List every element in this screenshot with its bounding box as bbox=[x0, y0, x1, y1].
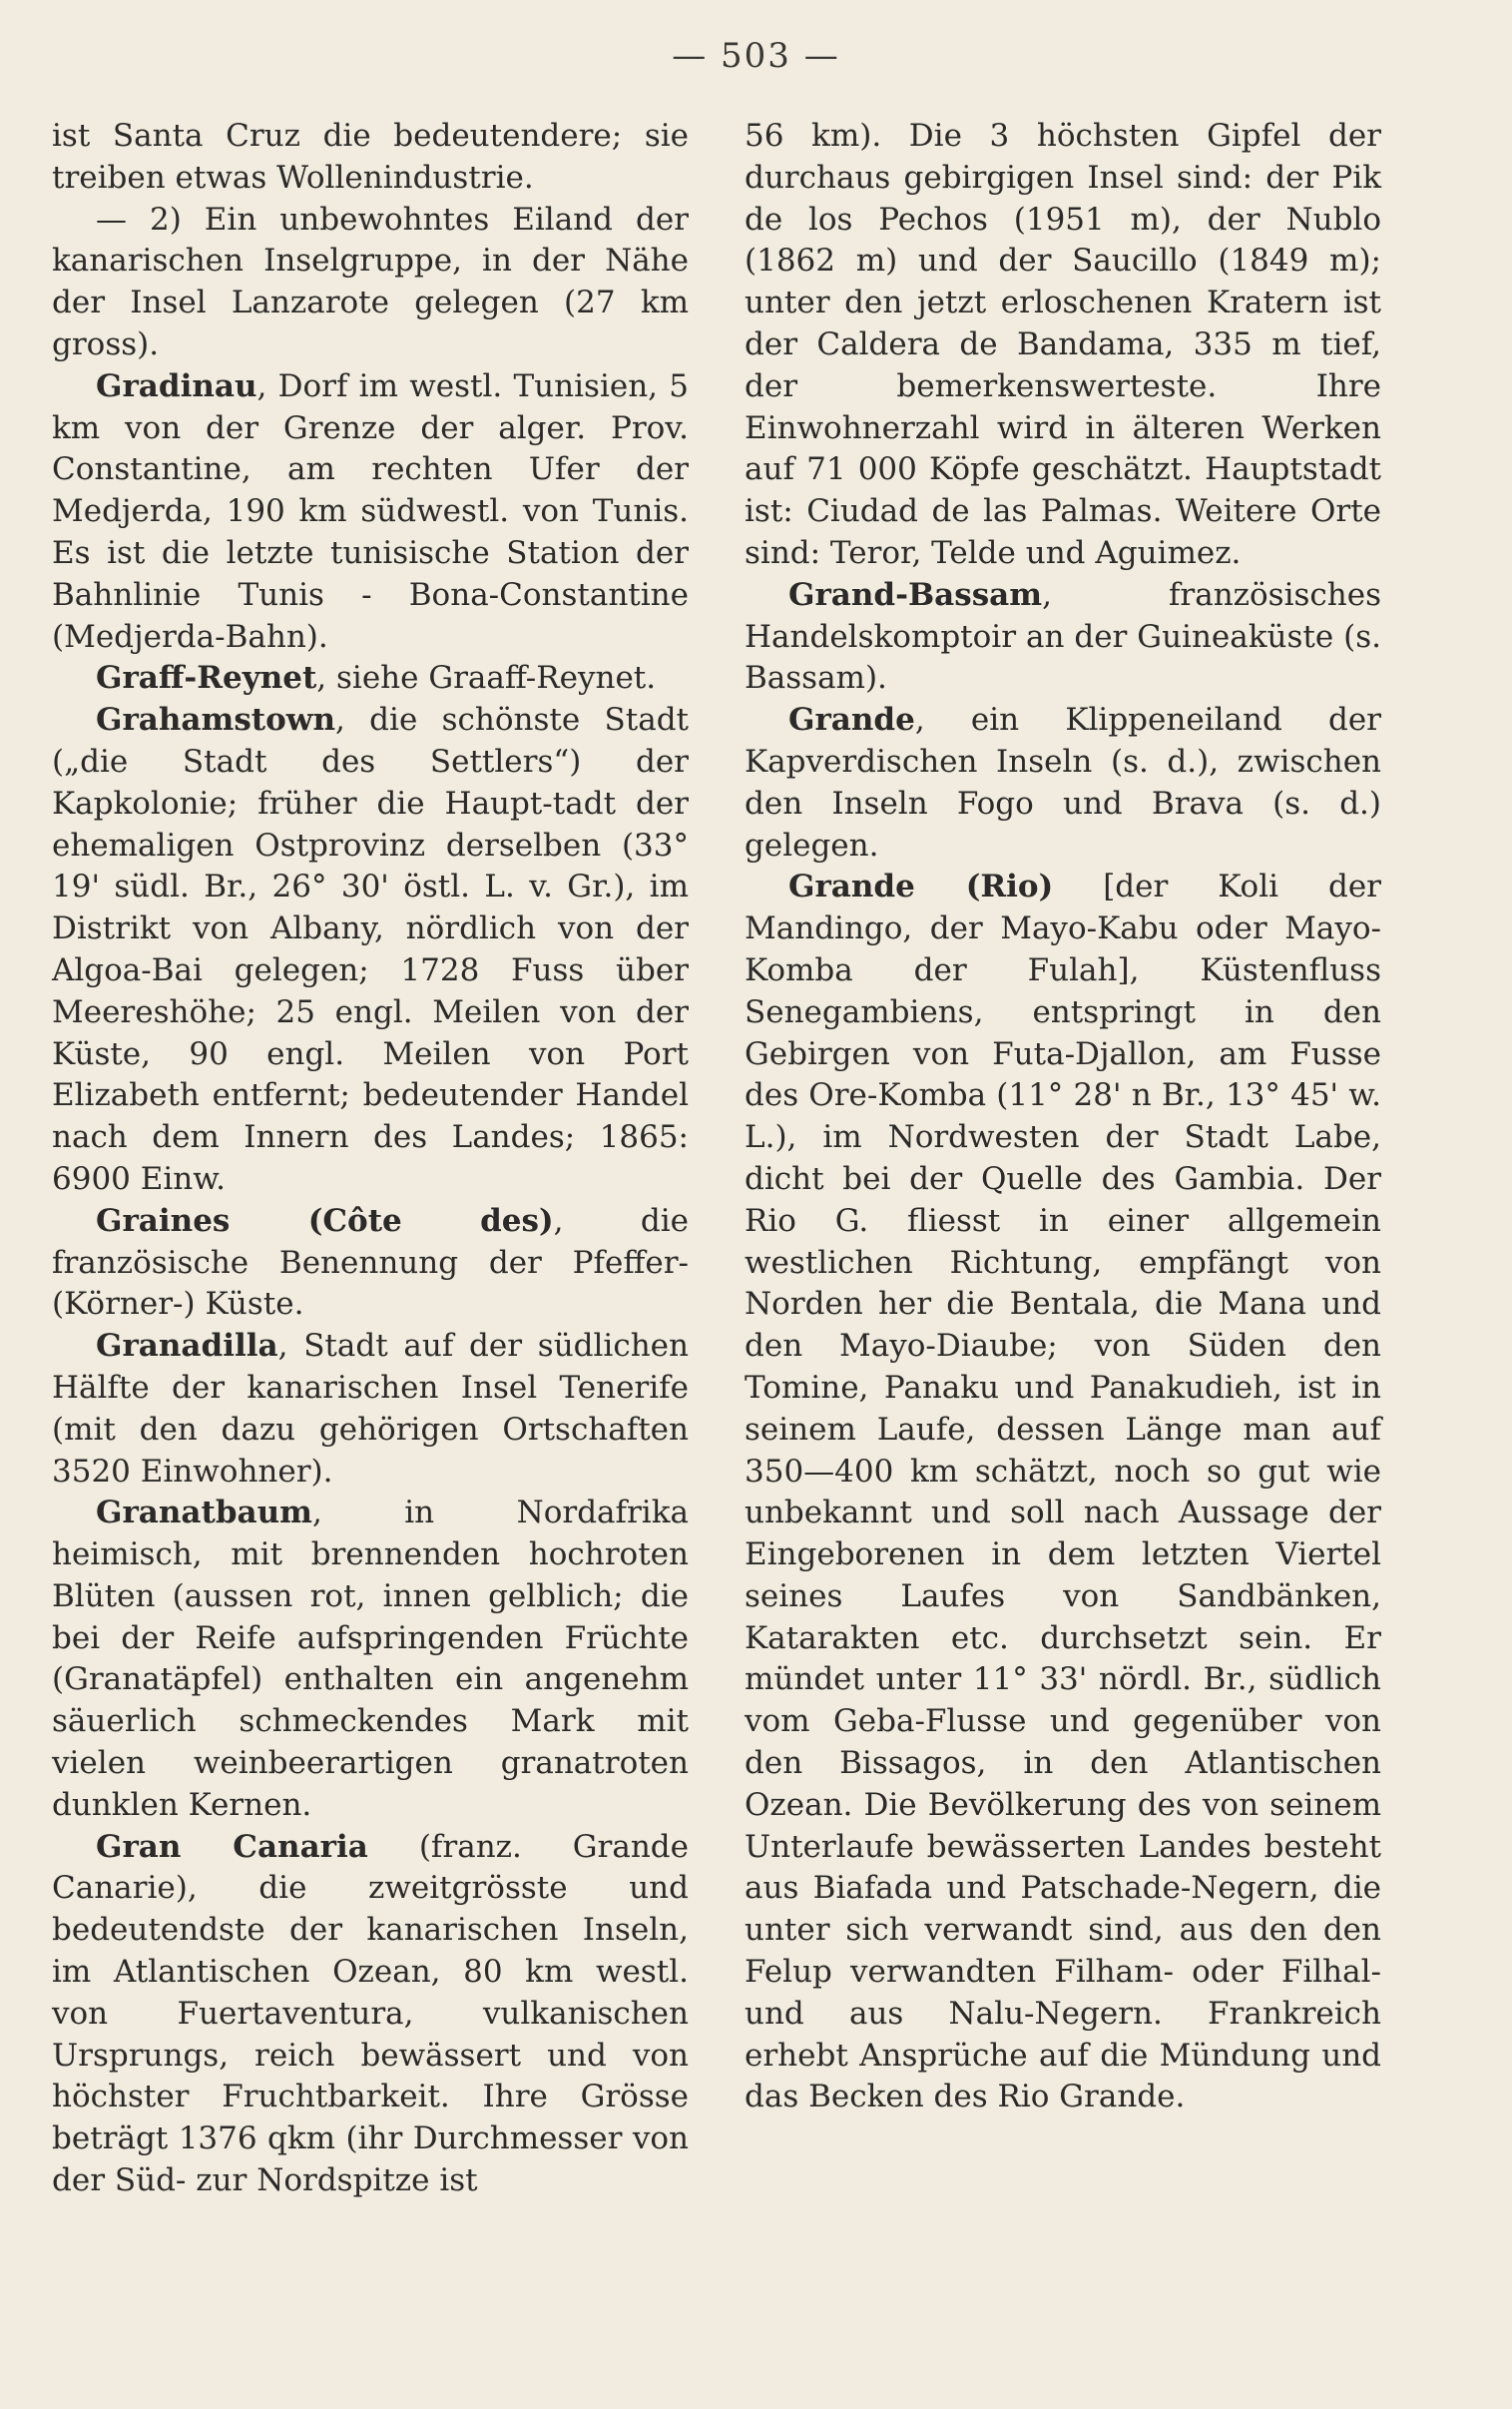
entry-text: , in Nordafrika heimisch, mit brennenden hochroten Blüten (aussen rot, innen gelblich; die bei der Reife aufspringenden Früchte (Granatäpfel) enthalten ein angenehm säuerlich schmeckendes Mark mit vielen weinbeerartigen granatroten dunklen Kernen. bbox=[52, 1495, 689, 1823]
entry-text: ist Santa Cruz die bedeutendere; sie treiben etwas Wollenindustrie. bbox=[52, 118, 689, 196]
entry-headword: Grande (Rio) bbox=[788, 869, 1054, 905]
entry-text: , Dorf im westl. Tunisien, 5 km von der Grenze der alger. Prov. Constantine, am rechten Ufer der Medjerda, 190 km südwestl. von Tunis. Es ist die letzte tunisische Station der Bahnlinie Tunis - Bona-Constantine (Medjerda-Bahn). bbox=[52, 367, 689, 655]
entry-paragraph bbox=[745, 575, 1381, 700]
entry-text: — 2) Ein unbewohntes Eiland der kanarischen Inselgruppe, in der Nähe der Insel Lanzarote gelegen (27 km gross). bbox=[52, 201, 689, 362]
entry-headword: Graff-Reynet bbox=[96, 660, 317, 697]
entry-text: , ein Klippeneiland der Kapverdischen Inseln (s. d.), zwischen den Inseln Fogo und Brava (s. d.) gelegen. bbox=[745, 702, 1381, 864]
entry-paragraph bbox=[52, 200, 689, 366]
entry-paragraph bbox=[52, 1493, 689, 1826]
entry-paragraph bbox=[745, 700, 1381, 867]
entry-paragraph bbox=[52, 700, 689, 1201]
entry-text: 56 km). Die 3 höchsten Gipfel der durchaus gebirgigen Insel sind: der Pik de los Pechos (1951 m), der Nublo (1862 m) und der Saucillo (1849 m); unter den jetzt erloschenen Kratern ist der Caldera de Bandama, 335 m tief, der bemerkenswerteste. Ihre Einwohnerzahl wird in älteren Werken auf 71 000 Köpfe geschätzt. Hauptstadt ist: Ciudad de las Palmas. Weitere Orte sind: Teror, Telde und Aguimez. bbox=[745, 118, 1381, 571]
entry-text: , siehe Graaff-Reynet. bbox=[316, 660, 657, 697]
entry-paragraph bbox=[52, 1201, 689, 1326]
entry-paragraph bbox=[745, 867, 1381, 2118]
entry-text: , die französische Benennung der Pfeffer- (Körner-) Küste. bbox=[52, 1202, 689, 1323]
entry-paragraph bbox=[52, 658, 689, 700]
entry-headword: Gran Canaria bbox=[96, 1828, 368, 1865]
entry-text: , die schönste Stadt („die Stadt des Settlers“) der Kapkolonie; früher die Haupt-tadt der ehemaligen Ostprovinz derselben (33° 19' südl. Br., 26° 30' östl. L. v. Gr.), im Distrikt von Albany, nördlich von der Algoa-Bai gelegen; 1728 Fuss über Meereshöhe; 25 engl. Meilen von der Küste, 90 engl. Meilen von Port Elizabeth entfernt; bedeutender Handel nach dem Innern des Landes; 1865: 6900 Einw. bbox=[52, 702, 689, 1197]
entry-text: [der Koli der Mandingo, der Mayo-Kabu oder Mayo-Komba der Fulah], Küstenfluss Senegambiens, entspringt in den Gebirgen von Futa-Djallon, am Fusse des Ore-Komba (11° 28' n Br., 13° 45' w. L.), im Nordwesten der Stadt Labe, dicht bei der Quelle des Gambia. Der Rio G. fliesst in einer allgemein westlichen Richtung, empfängt von Norden her die Bentala, die Mana und den Mayo-Diaube; von Süden den Tomine, Panaku und Panakudieh, ist in seinem Laufe, dessen Länge man auf 350—400 km schätzt, noch so gut wie unbekannt und soll nach Aussage der Eingeborenen in dem letzten Viertel seines Laufes von Sandbänken, Katarakten etc. durchsetzt sein. Er mündet unter 11° 33' nördl. Br., südlich vom Geba-Flusse und gegenüber von den Bissagos, in den Atlantischen Ozean. Die Bevölkerung des von seinem Unterlaufe bewässerten Landes besteht aus Biafada und Patschade-Negern, die unter sich verwandt sind, aus den den Felup verwandten Filham- oder Filhal- und aus Nalu-Negern. Frankreich erhebt Ansprüche auf die Mündung und das Becken des Rio Grande. bbox=[745, 869, 1381, 2115]
entry-text: , Stadt auf der südlichen Hälfte der kanarischen Insel Tenerife (mit den dazu gehörigen Ortschaften 3520 Einwohner). bbox=[52, 1328, 689, 1490]
entry-paragraph bbox=[52, 366, 689, 659]
entry-paragraph bbox=[52, 1326, 689, 1493]
page-number: — 503 — bbox=[672, 36, 840, 76]
entry-text: (franz. Grande Canarie), die zweitgrösste und bedeutendste der kanarischen Inseln, im Atlantischen Ozean, 80 km westl. von Fuertaventura, vulkanischen Ursprungs, reich bewässert und von höchster Fruchtbarkeit. Ihre Grösse beträgt 1376 qkm (ihr Durchmesser von der Süd- zur Nordspitze ist bbox=[52, 1828, 689, 2199]
entry-paragraph bbox=[52, 1827, 689, 2202]
entry-headword: Granadilla bbox=[96, 1328, 278, 1365]
entry-headword: Granatbaum bbox=[96, 1495, 312, 1531]
entry-text: , französisches Handelskomptoir an der Guineaküste (s. Bassam). bbox=[745, 576, 1381, 697]
entry-paragraph bbox=[52, 116, 689, 200]
entry-paragraph bbox=[745, 116, 1381, 575]
entry-headword: Grahamstown bbox=[96, 702, 335, 739]
left-column bbox=[52, 116, 689, 2202]
entry-headword: Grand-Bassam bbox=[788, 576, 1043, 613]
entry-headword: Grande bbox=[788, 702, 915, 739]
right-column bbox=[745, 116, 1381, 2118]
entry-headword: Gradinau bbox=[96, 367, 257, 404]
entry-headword: Graines (Côte des) bbox=[96, 1202, 554, 1239]
